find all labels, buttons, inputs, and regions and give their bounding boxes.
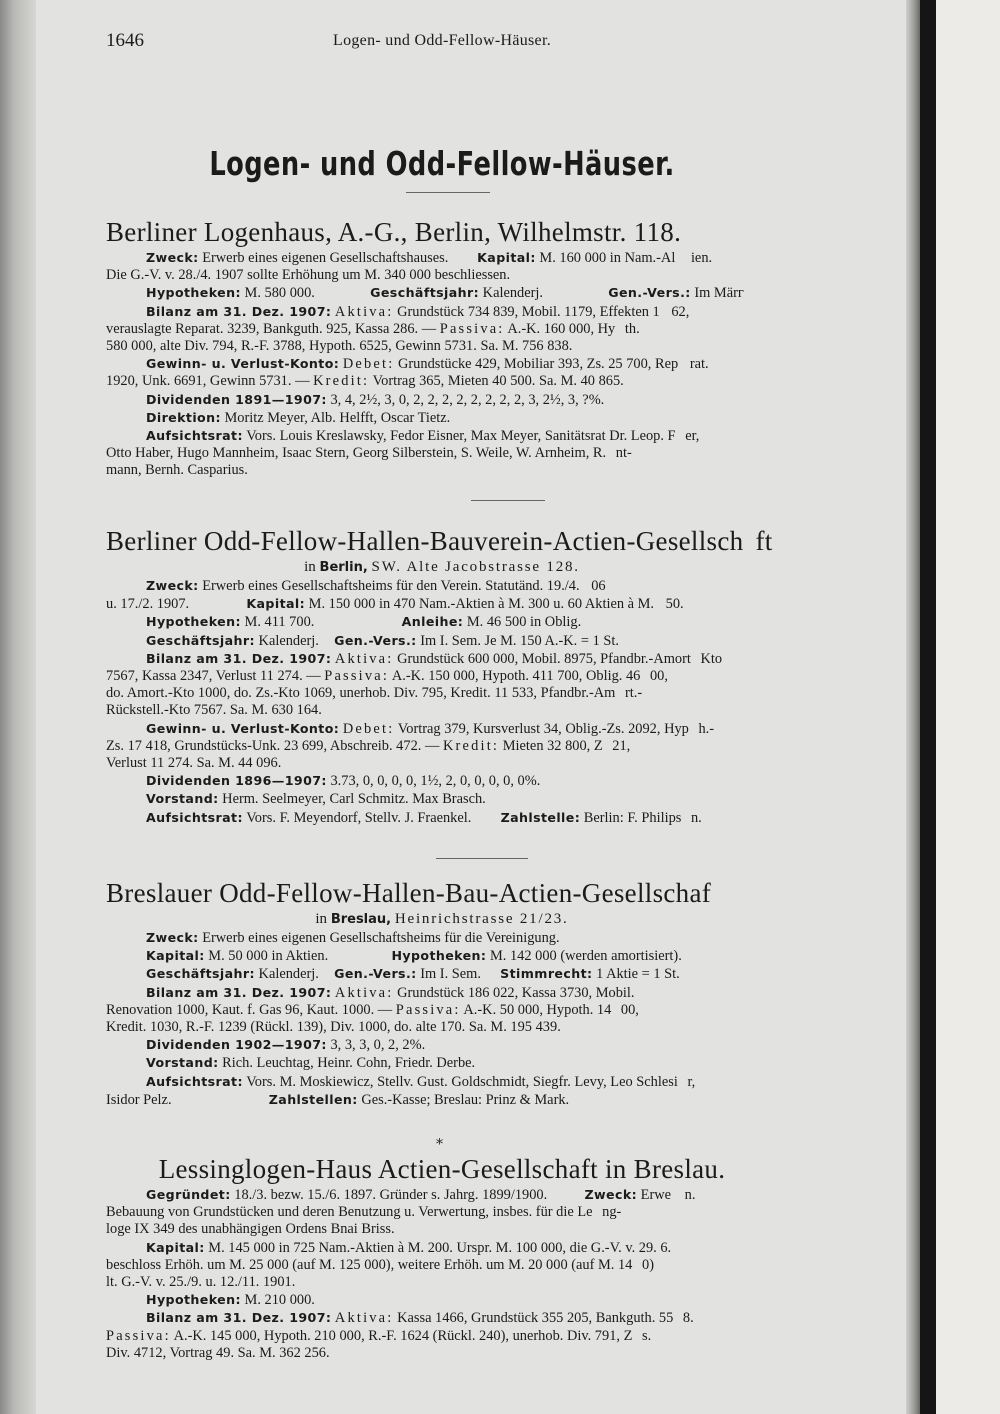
sub-address: SW. Alte Jacobstrasse 128. xyxy=(371,559,580,575)
passiva-word: Passiva: xyxy=(324,668,390,685)
entry-line xyxy=(106,595,906,613)
entry-line xyxy=(106,1036,906,1054)
section-rule xyxy=(471,500,545,501)
dividenden-text: 3, 3, 3, 0, 2, 2%. xyxy=(330,1037,426,1054)
label-kapital: Kapital: xyxy=(146,948,205,964)
cut-off-text: 06 xyxy=(591,578,606,594)
entry-line xyxy=(106,720,906,738)
direktion-text: Moritz Meyer, Alb. Helfft, Oscar Tietz. xyxy=(224,409,451,426)
hypotheken-text: M. 210 000. xyxy=(244,1292,315,1309)
aktiva-word: Aktiva: xyxy=(334,303,394,320)
entry-line xyxy=(106,1328,906,1345)
aufsichtsrat-text: Vors. M. Moskiewicz, Stellv. Gust. Goldschmidt, Siegfr. Levy, Leo Schlesi xyxy=(246,1073,678,1090)
text: 1920, Unk. 6691, Gewinn 5731. — xyxy=(106,373,310,390)
bilanz-text: Grundstück 734 839, Mobil. 1179, Effekten 1 xyxy=(397,303,660,320)
zweck-text: Erwerb eines eigenen Gesellschaftsheims für die Vereinigung. xyxy=(202,930,560,946)
label-aufsichtsrat: Aufsichtsrat: xyxy=(146,1073,243,1089)
aktiva-word: Aktiva: xyxy=(334,1310,394,1327)
document-page xyxy=(106,0,906,1414)
text: A.-K. 150 000, Hypoth. 411 700, Oblig. 46 xyxy=(391,668,641,685)
label-kapital: Kapital: xyxy=(146,1239,205,1255)
label-zahlstelle: Zahlstelle: xyxy=(500,809,581,825)
adjacent-page-edge xyxy=(936,0,1000,1414)
section-berliner-odd-fellow xyxy=(106,524,906,827)
entry-line: Rückstell.-Kto 7567. Sa. M. 630 164. xyxy=(106,702,322,719)
cut-off-text: 50. xyxy=(665,596,684,613)
entry-line xyxy=(106,947,906,965)
cut-off-text: Kto xyxy=(700,650,723,667)
entry-line xyxy=(106,650,906,668)
dividenden-text: 3, 4, 2½, 3, 0, 2, 2, 2, 2, 2, 2, 2, 2, 3, 2½, 3, ?%. xyxy=(330,391,605,408)
entry-line: Kredit. 1030, R.-F. 1239 (Rückl. 139), Div. 1000, do. alte 170. Sa. M. 195 439. xyxy=(106,1019,561,1036)
entry-line xyxy=(106,355,906,373)
entry-line xyxy=(106,427,906,445)
entry-line xyxy=(106,1309,906,1327)
cut-off-text: 00, xyxy=(620,1001,639,1018)
bilanz-text: Grundstück 600 000, Mobil. 8975, Pfandbr.-Amort xyxy=(397,650,691,667)
cut-off-text: h.- xyxy=(698,720,715,737)
cut-off-text: s. xyxy=(642,1327,652,1344)
geschaeftsjahr-text: Kalenderj. xyxy=(258,632,319,649)
title-rule xyxy=(406,192,490,193)
label-gegruendet: Gegründet: xyxy=(146,1187,231,1202)
gen-vers-text: Im I. Sem. Je M. 150 A.-K. = 1 St. xyxy=(420,632,619,649)
label-aufsichtsrat: Aufsichtsrat: xyxy=(146,428,243,444)
entry-line xyxy=(106,1091,906,1109)
aufsichtsrat-text: Vors. Louis Kreslawsky, Fedor Eisner, Max Meyer, Sanitätsrat Dr. Leop. F xyxy=(246,428,676,445)
label-direktion: Direktion: xyxy=(146,409,221,425)
label-bilanz: Bilanz am 31. Dez. 1907: xyxy=(146,650,332,666)
gen-vers-text: Im I. Sem. xyxy=(420,966,481,983)
entry-line xyxy=(106,373,906,390)
cut-off-text: ng- xyxy=(602,1204,622,1221)
entry-line xyxy=(106,738,906,755)
cut-off-text: 00, xyxy=(649,668,668,685)
running-head xyxy=(106,30,906,52)
kapital-text: M. 150 000 in 470 Nam.-Aktien à M. 300 u. 60 Aktien à M. xyxy=(308,596,655,613)
kapital-text: M. 160 000 in Nam.-Al xyxy=(539,250,676,266)
label-vorstand: Vorstand: xyxy=(146,1055,219,1071)
label-stimmrecht: Stimmrecht: xyxy=(500,966,593,982)
text: Otto Haber, Hugo Mannheim, Isaac Stern, Georg Silberstein, S. Weile, W. Arnheim, R. xyxy=(106,445,607,462)
label-geschaeftsjahr: Geschäftsjahr: xyxy=(146,632,255,648)
label-bilanz: Bilanz am 31. Dez. 1907: xyxy=(146,1310,332,1326)
label-gewinn-verlust: Gewinn- u. Verlust-Konto: xyxy=(146,720,340,736)
vorstand-text: Rich. Leuchtag, Heinr. Cohn, Friedr. Derbe. xyxy=(222,1055,476,1072)
entry-line xyxy=(106,929,906,947)
entry-line xyxy=(106,445,906,462)
text: beschloss Erhöh. um M. 25 000 (auf M. 125 000), weitere Erhöh. um M. 20 000 (auf M. 14 xyxy=(106,1256,633,1273)
label-hypotheken: Hypotheken: xyxy=(146,614,241,630)
text: Isidor Pelz. xyxy=(106,1091,172,1108)
entry-line xyxy=(106,1002,906,1019)
label-bilanz: Bilanz am 31. Dez. 1907: xyxy=(146,303,332,319)
entry-line xyxy=(106,577,906,595)
label-aufsichtsrat: Aufsichtsrat: xyxy=(146,809,243,825)
text: verauslagte Reparat. 3239, Bankguth. 925, Kassa 286. — xyxy=(106,320,437,337)
text: Bebauung von Grundstücken und deren Benutzung u. Verwertung, insbes. für die Le xyxy=(106,1204,593,1221)
label-hypotheken: Hypotheken: xyxy=(146,285,241,301)
entry-line: Die G.-V. v. 28./4. 1907 sollte Erhöhung um M. 340 000 beschliessen. xyxy=(106,267,511,284)
cut-off-text: 21, xyxy=(612,737,631,754)
sub-city: Berlin, xyxy=(319,560,368,575)
vorstand-text: Herm. Seelmeyer, Carl Schmitz. Max Brasch. xyxy=(222,791,486,808)
text: Zs. 17 418, Grundstücks-Unk. 23 699, Abschreib. 472. — xyxy=(106,737,440,754)
cut-off-text: 8. xyxy=(682,1310,694,1327)
page-edge-shadow xyxy=(906,0,920,1414)
page-number: 1646 xyxy=(106,30,144,51)
label-geschaeftsjahr: Geschäftsjahr: xyxy=(146,966,255,982)
entry-line xyxy=(106,409,906,427)
cut-off-text: 0) xyxy=(642,1256,654,1273)
section-title: Berliner Logenhaus, A.-G., Berlin, Wilhelmstr. 118. xyxy=(106,217,682,247)
sub-city: Breslau, xyxy=(330,912,392,927)
geschaeftsjahr-text: Kalenderj. xyxy=(482,285,544,302)
entry-line xyxy=(106,284,906,302)
guv-text: Vortrag 379, Kursverlust 34, Oblig.-Zs. 2092, Hyp xyxy=(397,720,689,737)
passiva-word: Passiva: xyxy=(106,1327,171,1344)
entry-line: 580 000, alte Div. 794, R.-F. 3788, Hypoth. 6525, Gewinn 5731. Sa. M. 756 838. xyxy=(106,338,573,355)
entry-line: Div. 4712, Vortrag 49. Sa. M. 362 256. xyxy=(106,1344,330,1361)
kapital-text: M. 50 000 in Aktien. xyxy=(208,948,329,965)
label-hypotheken: Hypotheken: xyxy=(391,948,487,964)
cut-off-text: ft xyxy=(755,526,773,556)
text: 7567, Kassa 2347, Verlust 11 274. — xyxy=(106,668,321,685)
hypotheken-text: M. 580 000. xyxy=(244,285,315,302)
cut-off-text: n. xyxy=(684,1187,696,1203)
entry-line xyxy=(106,1257,906,1274)
section-title: Lessinglogen-Haus Actien-Gesellschaft in Breslau. xyxy=(158,1154,726,1184)
dividenden-text: 3.73, 0, 0, 0, 0, 1½, 2, 0, 0, 0, 0, 0%. xyxy=(330,773,541,790)
cut-off-text: r, xyxy=(687,1073,696,1090)
entry-line: lt. G.-V. v. 25./9. u. 12./11. 1901. xyxy=(106,1274,296,1291)
zahlstelle-text: Berlin: F. Philips xyxy=(583,809,682,826)
text: A.-K. 145 000, Hypoth. 210 000, R.-F. 1624 (Rückl. 240), unerhob. Div. 791, Z xyxy=(173,1327,633,1344)
entry-line xyxy=(106,1054,906,1072)
label-gen-vers: Gen.-Vers.: xyxy=(334,966,417,982)
label-bilanz: Bilanz am 31. Dez. 1907: xyxy=(146,984,332,1000)
text: u. 17./2. 1907. xyxy=(106,596,190,613)
cut-off-text: th. xyxy=(624,320,640,337)
anleihe-text: M. 46 500 in Oblig. xyxy=(466,614,582,631)
sub-in: in xyxy=(315,911,328,927)
cut-off-text: nt- xyxy=(615,445,632,462)
section-title: Breslauer Odd-Fellow-Hallen-Bau-Actien-Gesellschaf xyxy=(106,878,712,908)
hypotheken-text: M. 142 000 (werden amortisiert). xyxy=(489,948,682,965)
text: Mieten 32 800, Z xyxy=(502,737,603,754)
zweck-text: Erwe xyxy=(640,1187,672,1203)
label-zahlstellen: Zahlstellen: xyxy=(268,1091,358,1107)
cut-off-text: rat. xyxy=(689,356,709,373)
label-geschaeftsjahr: Geschäftsjahr: xyxy=(370,285,480,301)
cut-off-text: er, xyxy=(685,428,700,445)
book-spine xyxy=(920,0,936,1414)
geschaeftsjahr-text: Kalenderj. xyxy=(258,966,319,983)
zweck-text: Erwerb eines eigenen Gesellschaftshauses. xyxy=(202,250,449,266)
entry-line xyxy=(106,632,906,650)
aufsichtsrat-text: Vors. F. Meyendorf, Stellv. J. Fraenkel. xyxy=(246,809,472,826)
label-anleihe: Anleihe: xyxy=(401,614,464,630)
label-vorstand: Vorstand: xyxy=(146,791,219,807)
cut-off-text: ien. xyxy=(690,250,713,266)
entry-line xyxy=(106,1239,906,1257)
gegruendet-text: 18./3. bezw. 15./6. 1897. Gründer s. Jahrg. 1899/1900. xyxy=(234,1187,548,1203)
entry-line xyxy=(106,965,906,983)
text: do. Amort.-Kto 1000, do. Zs.-Kto 1069, unerhob. Div. 795, Kredit. 11 533, Pfandbr.-Am xyxy=(106,685,616,702)
section-breslauer-odd-fellow xyxy=(106,876,906,1109)
entry-line xyxy=(106,1291,906,1309)
section-rule xyxy=(436,858,528,859)
section-subtitle xyxy=(106,558,778,577)
label-dividenden: Dividenden 1902—1907: xyxy=(146,1037,327,1053)
bilanz-text: Kassa 1466, Grundstück 355 205, Bankguth. 55 xyxy=(397,1310,674,1327)
running-head-title: Logen- und Odd-Fellow-Häuser. xyxy=(333,32,551,49)
label-gen-vers: Gen.-Vers.: xyxy=(334,632,417,648)
passiva-word: Passiva: xyxy=(439,320,505,337)
asterisk-mark: ⁎ xyxy=(436,1133,443,1148)
entry-line xyxy=(106,1204,906,1221)
bilanz-text: Grundstück 186 022, Kassa 3730, Mobil. xyxy=(397,984,635,1001)
passiva-word: Passiva: xyxy=(395,1001,461,1018)
stimmrecht-text: 1 Aktie = 1 St. xyxy=(596,966,680,983)
section-subtitle xyxy=(106,910,778,929)
label-hypotheken: Hypotheken: xyxy=(146,1292,241,1308)
label-zweck: Zweck: xyxy=(584,1187,638,1202)
cut-off-text: n. xyxy=(690,809,702,826)
page-title: Logen- und Odd-Fellow-Häuser. xyxy=(209,144,675,183)
section-lessinglogen-haus xyxy=(106,1152,906,1362)
kredit-word: Kredit: xyxy=(313,373,370,390)
aktiva-word: Aktiva: xyxy=(334,650,394,667)
entry-line xyxy=(106,685,906,702)
text: Vortrag 365, Mieten 40 500. Sa. M. 40 865. xyxy=(372,373,624,390)
zweck-text: Erwerb eines Gesellschaftsheims für den Verein. Statutänd. 19./4. xyxy=(202,578,580,594)
debet-word: Debet: xyxy=(342,356,395,373)
label-kapital: Kapital: xyxy=(246,596,306,612)
entry-line: loge IX 349 des unabhängigen Ordens Bnai Briss. xyxy=(106,1221,395,1238)
kredit-word: Kredit: xyxy=(442,737,500,754)
label-gewinn-verlust: Gewinn- u. Verlust-Konto: xyxy=(146,356,340,372)
label-zweck: Zweck: xyxy=(146,578,199,593)
sub-in: in xyxy=(304,559,316,575)
entry-line xyxy=(106,321,906,338)
section-title-text: Berliner Odd-Fellow-Hallen-Bauverein-Actien-Gesellsch xyxy=(106,526,744,556)
entry-line xyxy=(106,303,906,321)
entry-line xyxy=(106,984,906,1002)
label-zweck: Zweck: xyxy=(146,930,199,945)
cut-off-text: rt.- xyxy=(624,685,643,702)
entry-line: Verlust 11 274. Sa. M. 44 096. xyxy=(106,755,282,772)
text: Renovation 1000, Kaut. f. Gas 96, Kaut. 1000. — xyxy=(106,1001,393,1018)
section-title xyxy=(106,524,906,558)
left-gutter-shadow xyxy=(0,0,36,1414)
text: A.-K. 160 000, Hy xyxy=(507,320,616,337)
debet-word: Debet: xyxy=(342,720,395,737)
entry-line xyxy=(106,772,906,790)
cut-off-text: 62, xyxy=(671,303,690,320)
entry-line xyxy=(106,613,906,631)
aktiva-word: Aktiva: xyxy=(334,984,394,1001)
label-dividenden: Dividenden 1891—1907: xyxy=(146,391,327,407)
entry-line xyxy=(106,790,906,808)
entry-line xyxy=(106,249,906,267)
gen-vers-text: Im Märг xyxy=(694,285,744,302)
entry-line xyxy=(106,391,906,409)
entry-line xyxy=(106,1073,906,1091)
section-berliner-logenhaus xyxy=(106,215,906,480)
entry-line xyxy=(106,668,906,685)
entry-line: mann, Bernh. Casparius. xyxy=(106,462,248,479)
zahlstellen-text: Ges.-Kasse; Breslau: Prinz & Mark. xyxy=(361,1091,570,1108)
label-zweck: Zweck: xyxy=(146,250,199,265)
guv-text: Grundstücke 429, Mobiliar 393, Zs. 25 700, Rep xyxy=(398,356,679,373)
text: A.-K. 50 000, Hypoth. 14 xyxy=(463,1001,612,1018)
kapital-text: M. 145 000 in 725 Nam.-Aktien à M. 200. Urspr. M. 100 000, die G.-V. v. 29. 6. xyxy=(208,1239,672,1256)
entry-line xyxy=(106,809,906,827)
label-dividenden: Dividenden 1896—1907: xyxy=(146,773,327,789)
label-gen-vers: Gen.-Vers.: xyxy=(608,285,691,301)
hypotheken-text: M. 411 700. xyxy=(244,614,315,631)
entry-line xyxy=(106,1186,906,1204)
label-kapital: Kapital: xyxy=(477,250,536,265)
sub-address: Heinrichstrasse 21/23. xyxy=(394,911,569,927)
